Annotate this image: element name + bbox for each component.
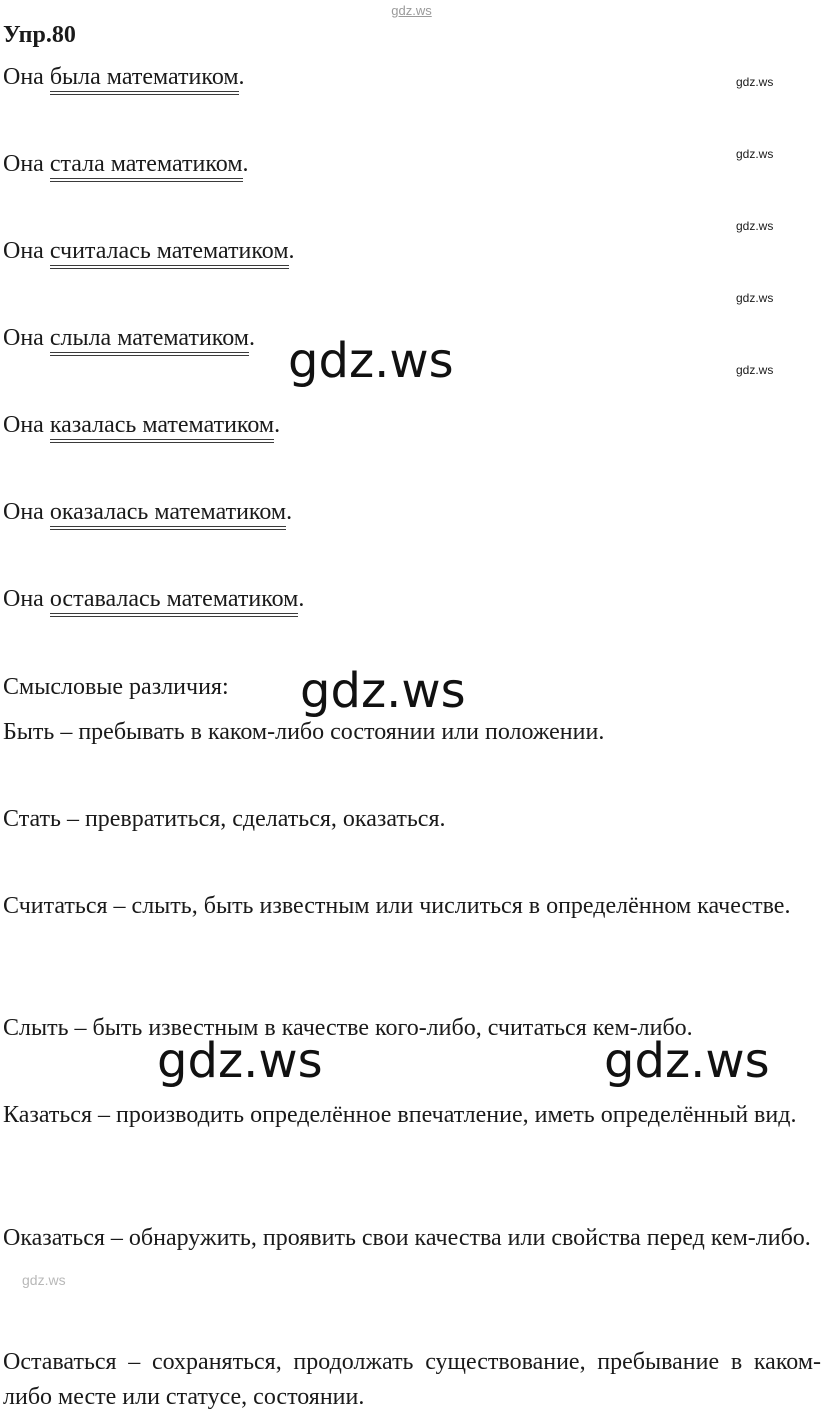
sentence-subject: Она — [3, 325, 44, 351]
definition-schitatsya: Считаться – слыть, быть известным или числиться в определённом качестве. — [3, 893, 791, 919]
sentence-end: . — [274, 412, 281, 438]
sentence-end: . — [238, 64, 245, 90]
watermark-big: gdz.ws — [604, 1033, 770, 1089]
sentence-2 — [3, 151, 249, 178]
watermark-small: gdz.ws — [736, 291, 774, 305]
definition-ostavatsya: Оставаться – сохраняться, продолжать существование, пребывание в каком-либо месте или статусе, состоянии. — [3, 1349, 821, 1410]
sentence-subject: Она — [3, 64, 44, 90]
sentence-7 — [3, 586, 304, 613]
sentence-end: . — [286, 499, 293, 525]
sentence-end: . — [242, 151, 249, 177]
watermark-big: gdz.ws — [288, 333, 454, 389]
sentence-1 — [3, 64, 245, 91]
watermark-big: gdz.ws — [300, 663, 466, 719]
sentence-4 — [3, 325, 255, 352]
watermark-small: gdz.ws — [736, 219, 774, 233]
watermark-small: gdz.ws — [736, 147, 774, 161]
sentence-subject: Она — [3, 151, 44, 177]
definition-slyt: Слыть – быть известным в качестве кого-либо, считаться кем-либо. — [3, 1015, 693, 1041]
sentence-predicate: казалась математиком — [50, 412, 274, 443]
sentence-predicate: оставалась математиком — [50, 586, 299, 617]
sentence-subject: Она — [3, 412, 44, 438]
exercise-title: Упр.80 — [3, 22, 76, 48]
sentence-end: . — [298, 586, 305, 612]
definition-byt: Быть – пребывать в каком-либо состоянии или положении. — [3, 719, 605, 745]
sentence-predicate: стала математиком — [50, 151, 243, 182]
watermark-faint: gdz.ws — [22, 1272, 66, 1288]
sentence-3 — [3, 238, 295, 265]
sentence-subject: Она — [3, 586, 44, 612]
sentence-end: . — [288, 238, 295, 264]
definition-kazatsya: Казаться – производить определённое впечатление, иметь определённый вид. — [3, 1102, 797, 1128]
sentence-predicate: оказалась математиком — [50, 499, 286, 530]
sentence-subject: Она — [3, 238, 44, 264]
sentence-predicate: была математиком — [50, 64, 239, 95]
sentence-subject: Она — [3, 499, 44, 525]
sentence-end: . — [248, 325, 255, 351]
differences-heading: Смысловые различия: — [3, 674, 229, 700]
sentence-5 — [3, 412, 280, 439]
sentence-6 — [3, 499, 292, 526]
definition-stat: Стать – превратиться, сделаться, оказаться. — [3, 806, 446, 832]
definition-okazatsya: Оказаться – обнаружить, проявить свои качества или свойства перед кем-либо. — [3, 1225, 811, 1251]
sentence-predicate: слыла математиком — [50, 325, 249, 356]
watermark-big: gdz.ws — [157, 1033, 323, 1089]
sentence-predicate: считалась математиком — [50, 238, 289, 269]
watermark-small: gdz.ws — [736, 75, 774, 89]
watermark-small: gdz.ws — [736, 363, 774, 377]
watermark-top[interactable]: gdz.ws — [391, 3, 432, 18]
